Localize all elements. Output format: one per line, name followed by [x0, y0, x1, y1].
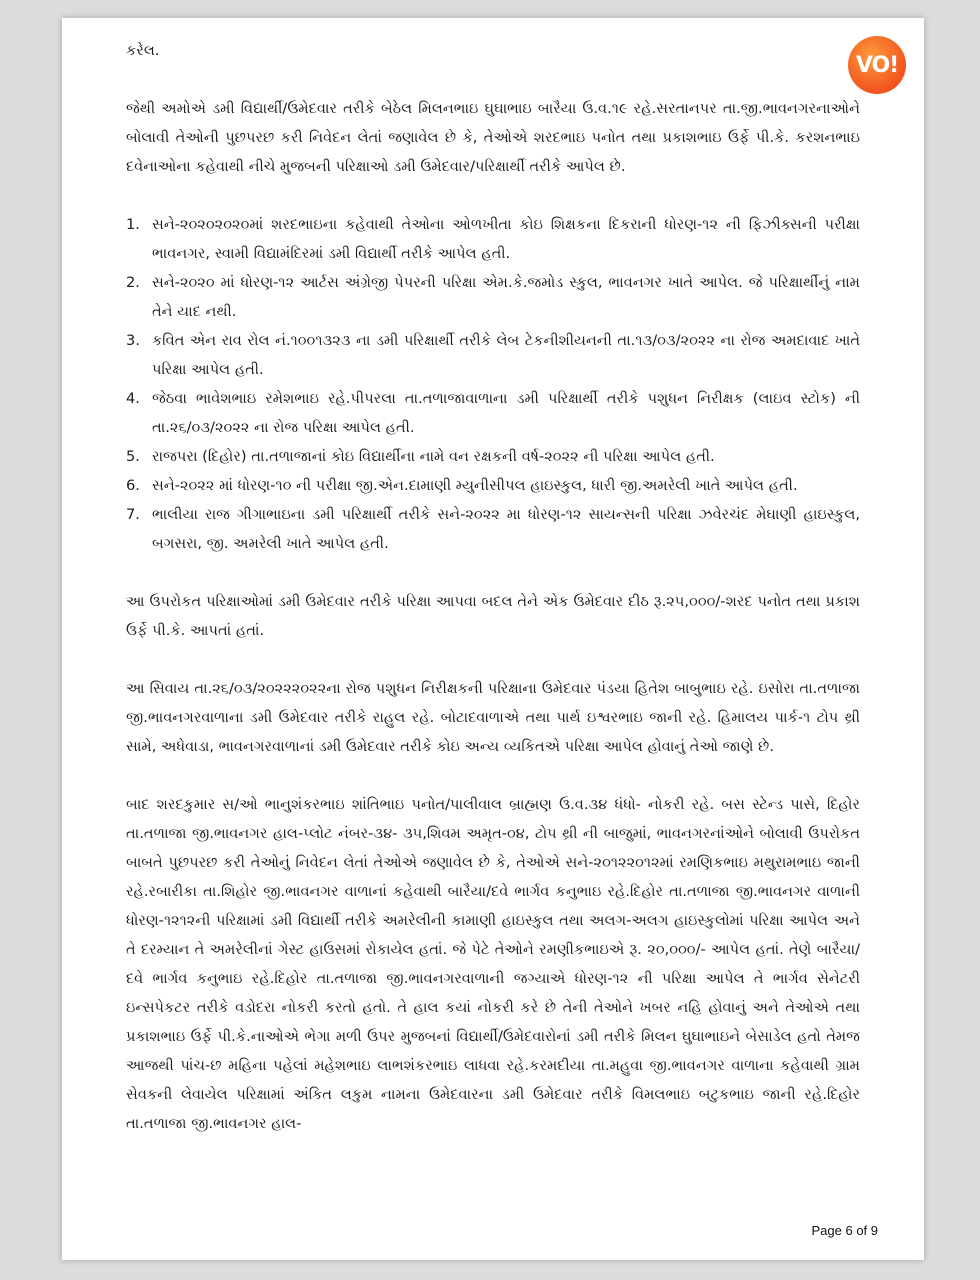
- vo-logo: VO!: [848, 36, 906, 94]
- page-number: Page 6 of 9: [811, 1223, 878, 1238]
- list-item: 5. રાજપરા (દિહોર) તા.તળાજાનાં કોઇ વિદ્યાર્થીના નામે વન રક્ષકની વર્ષ-૨૦૨૨ ની પરિક્ષા આપેલ હતી.: [126, 448, 715, 465]
- list-item: 6. સને-૨૦૨૨ માં ધોરણ-૧૦ ની પરીક્ષા જી.એન.દામાણી મ્યુનીસીપલ હાઇસ્કુલ, ધારી જી.અમરેલી ખાતે આપેલ હતી.: [126, 477, 798, 494]
- paragraph-2: આ ઉપરોકત પરિક્ષાઓમાં ડમી ઉમેદવાર તરીકે પરિક્ષા આપવા બદલ તેને એક ઉમેદવાર દીઠ રૂ.૨૫,૦૦૦/-શરદ પનોત તથા પ્રકાશ ઉર્ફે પી.કે. આપતાં હતાં.: [126, 593, 860, 639]
- list-item: 7. ભાલીયા રાજ ગીગાભાઇના ડમી પરિક્ષાર્થી તરીકે સને-૨૦૨૨ મા ધોરણ-૧૨ સાયન્સની પરિક્ષા ઝવેરચંદ મેઘાણી હાઇસ્કુલ, બગસરા, જી. અમરેલી ખાતે આપેલ હતી.: [126, 506, 860, 552]
- paragraph-1: જેથી અમોએ ડમી વિદ્યાર્થી/ઉમેદવાર તરીકે બેઠેલ મિલનભાઇ ઘુઘાભાઇ બારૈયા ઉ.વ.૧૯ રહે.સરતાનપર તા.જી.ભાવનગરનાઓને બોલાવી તેઓની પુછપરછ કરી નિવેદન લેતાં જણાવેલ છે કે, તેઓએ શરદભાઇ પનોત તથા પ્રકાશભાઇ ઉર્ફે પી.કે. કરશનભાઇ દવેનાઓના કહેવાથી નીચે મુજબની પરિક્ષાઓ ડમી ઉમેદવાર/પરિક્ષાર્થી તરીકે આપેલ છે.: [126, 100, 860, 175]
- paragraph-0: કરેલ.: [126, 42, 160, 59]
- paragraph-3: આ સિવાય તા.૨૬/૦૩/૨૦૨૨૨૦૨૨ના રોજ પશુધન નિરીક્ષકની પરિક્ષાના ઉમેદવાર પંડયા હિતેશ બાબુભાઇ રહે. ઇસોરા તા.તળાજા જી.ભાવનગરવાળાના ડમી ઉમેદવાર તરીકે રાહુલ રહે. બોટાદવાળાએ તથા પાર્થ ઇશ્વરભાઇ જાની રહે. હિમાલય પાર્ક-૧ ટોપ થ્રી સામે, અધેવાડા, ભાવનગરવાળાનાં ડમી ઉમેદવાર તરીકે કોઇ અન્ય વ્યકિતએ પરિક્ષા આપેલ હોવાનું તેઓ જાણે છે.: [126, 680, 860, 755]
- list-item: 1. સને-૨૦૨૦૨૦૨૦માં શરદભાઇના કહેવાથી તેઓના ઓળખીતા કોઇ શિક્ષકના દિકરાની ધોરણ-૧૨ ની ફિઝીક્સની પરીક્ષા ભાવનગર, સ્વામી વિદ્યામંદિરમાં ડમી વિદ્યાર્થી તરીકે આપેલ હતી.: [126, 216, 860, 262]
- list-item: 3. કવિત એન રાવ રોલ નં.૧૦૦૧૩૨૩ ના ડમી પરિક્ષાર્થી તરીકે લેબ ટેકનીશીયનની તા.૧૩/૦૩/૨૦૨૨ ના રોજ અમદાવાદ ખાતે પરિક્ષા આપેલ હતી.: [126, 332, 860, 378]
- list-item: 4. જેઠવા ભાવેશભાઇ રમેશભાઇ રહે.પીપરલા તા.તળાજાવાળાના ડમી પરિક્ષાર્થી તરીકે પશુધન નિરીક્ષક (લાઇવ સ્ટોક) ની તા.૨૬/૦૩/૨૦૨૨ ના રોજ પરિક્ષા આપેલ હતી.: [126, 390, 860, 436]
- paragraph-4: બાદ શરદકુમાર સ/ઓ ભાનુશંકરભાઇ શાંતિભાઇ પનોત/પાલીવાલ બ્રાહ્મણ ઉ.વ.૩૪ ધંધો- નોકરી રહે. બસ સ્ટેન્ડ પાસે, દિહોર તા.તળાજા જી.ભાવનગર હાલ-પ્લોટ નંબર-૩૪- ૩૫,શિવમ અમૃત-૦૪, ટોપ થ્રી ની બાજુમાં, ભાવનગરનાંઓને બોલાવી ઉપરોકત બાબતે પુછપરછ કરી તેઓનું નિવેદન લેતાં તેઓએ જણાવેલ છે કે, તેઓએ સને-૨૦૧૨૨૦૧૨માં રમણિકભાઇ મથુરામભાઇ જાની રહે.રબારીકા તા.શિહોર જી.ભાવનગર વાળાનાં કહેવાથી બારૈયા/દવે ભાર્ગવ કનુભાઇ રહે.દિહોર તા.તળાજા જી.ભાવનગર વાળાની ધોરણ-૧૨૧૨ની પરિક્ષામાં ડમી વિદ્યાર્થી તરીકે અમરેલીની કામાણી હાઇસ્કુલ તથા અલગ-અલગ હાઇસ્કુલોમાં પરિક્ષા આપેલ અને તે દરમ્યાન તે અમરેલીનાં ગેસ્ટ હાઉસમાં રોકાયેલ હતાં. જે પેટે તેઓને રમણીકભાઇએ રૂ. ૨૦,૦૦૦/- આપેલ હતાં. તેણે બારૈયા/દવે ભાર્ગવ કનુભાઇ રહે.દિહોર તા.તળાજા જી.ભાવનગરવાળાની જગ્યાએ ધોરણ-૧૨ ની પરિક્ષા આપેલ તે ભાર્ગવ સેનેટરી ઇન્સપેકટર તરીકે વડોદરા નોકરી કરતો હતો. તે હાલ કયાં નોકરી કરે છે તેની તેઓને ખબર નહિ હોવાનું અને તેઓએ તથા પ્રકાશભાઇ ઉર્ફે પી.કે.નાઓએ ભેગા મળી ઉપર મુજબનાં વિદ્યાર્થી/ઉમેદવારોનાં ડમી તરીકે મિલન ઘુઘાભાઇને બેસાડેલ હતો તેમજ આજથી પાંચ-છ મહિના પહેલાં મહેશભાઇ લાભશંકરભાઇ લાધવા રહે.કરમદીયા તા.મહુવા જી.ભાવનગર વાળાના કહેવાથી ગ્રામ સેવકની લેવાયેલ પરિક્ષામાં અંકિત લકુમ નામના ઉમેદવારના ડમી ઉમેદવાર તરીકે વિમલભાઇ બટુકભાઇ જાની રહે.દિહોર તા.તળાજા જી.ભાવનગર હાલ-: [126, 796, 860, 1132]
- exam-list: [126, 210, 860, 558]
- document-page: [62, 18, 924, 1260]
- list-item: 2. સને-૨૦૨૦ માં ધોરણ-૧૨ આર્ટસ અંગ્રેજી પેપરની પરિક્ષા એમ.કે.જમોડ સ્કુલ, ભાવનગર ખાતે આપેલ. જે પરિક્ષાર્થીનું નામ તેને યાદ નથી.: [126, 274, 860, 320]
